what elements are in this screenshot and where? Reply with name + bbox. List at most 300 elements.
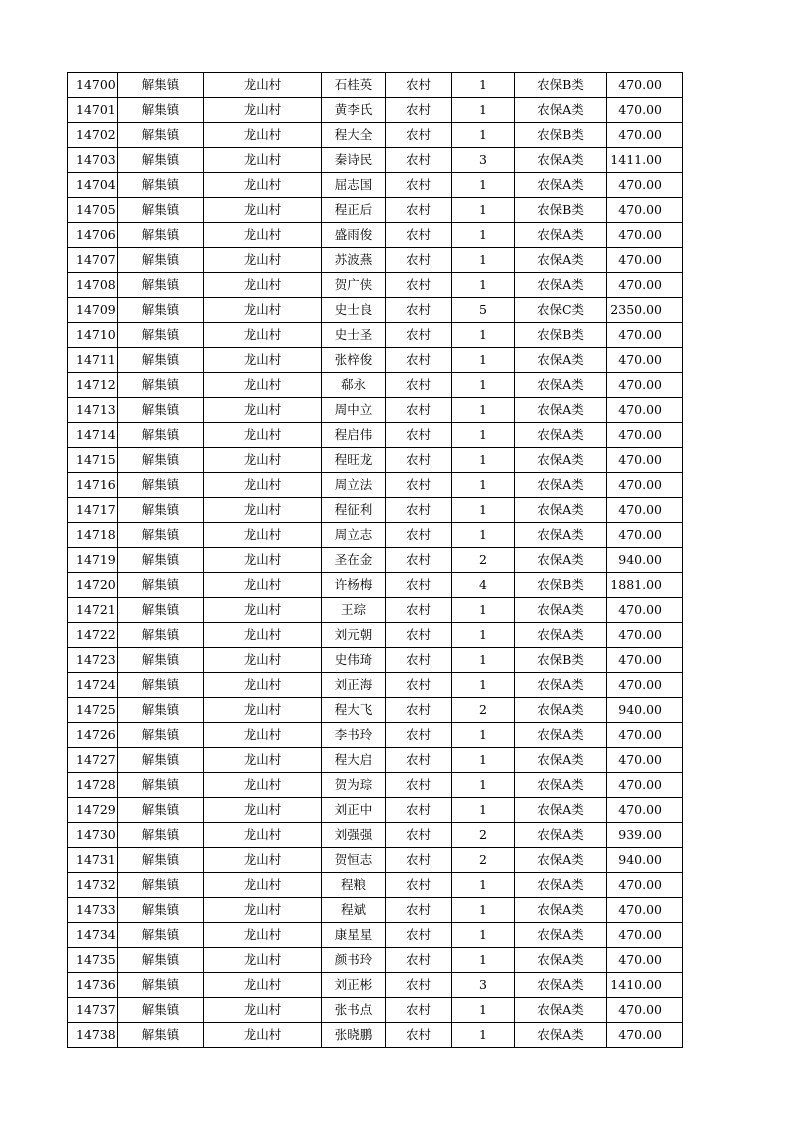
record-id-cell: 14729 <box>68 798 118 823</box>
person-name-cell: 秦诗民 <box>322 148 386 173</box>
amount-cell: 940.00 <box>607 848 683 873</box>
table-row <box>68 123 683 148</box>
area-type-cell: 农村 <box>386 523 452 548</box>
table-row <box>68 173 683 198</box>
area-type-cell: 农村 <box>386 698 452 723</box>
village-cell: 龙山村 <box>204 573 322 598</box>
town-cell: 解集镇 <box>118 698 204 723</box>
village-cell: 龙山村 <box>204 198 322 223</box>
record-id-cell: 14712 <box>68 373 118 398</box>
village-cell: 龙山村 <box>204 948 322 973</box>
amount-cell: 2350.00 <box>607 298 683 323</box>
insurance-category-cell: 农保A类 <box>515 173 607 198</box>
amount-cell: 470.00 <box>607 598 683 623</box>
table-row <box>68 398 683 423</box>
town-cell: 解集镇 <box>118 1023 204 1048</box>
table-row <box>68 198 683 223</box>
area-type-cell: 农村 <box>386 498 452 523</box>
record-id-cell: 14717 <box>68 498 118 523</box>
household-count-cell: 2 <box>452 698 515 723</box>
village-cell: 龙山村 <box>204 348 322 373</box>
town-cell: 解集镇 <box>118 223 204 248</box>
record-id-cell: 14708 <box>68 273 118 298</box>
village-cell: 龙山村 <box>204 673 322 698</box>
household-count-cell: 1 <box>452 748 515 773</box>
record-id-cell: 14718 <box>68 523 118 548</box>
village-cell: 龙山村 <box>204 248 322 273</box>
area-type-cell: 农村 <box>386 773 452 798</box>
village-cell: 龙山村 <box>204 123 322 148</box>
area-type-cell: 农村 <box>386 873 452 898</box>
village-cell: 龙山村 <box>204 998 322 1023</box>
village-cell: 龙山村 <box>204 473 322 498</box>
table-row <box>68 623 683 648</box>
person-name-cell: 圣在金 <box>322 548 386 573</box>
record-id-cell: 14704 <box>68 173 118 198</box>
area-type-cell: 农村 <box>386 148 452 173</box>
table-row <box>68 373 683 398</box>
area-type-cell: 农村 <box>386 823 452 848</box>
person-name-cell: 程粮 <box>322 873 386 898</box>
table-row <box>68 323 683 348</box>
record-id-cell: 14710 <box>68 323 118 348</box>
record-id-cell: 14715 <box>68 448 118 473</box>
village-cell: 龙山村 <box>204 373 322 398</box>
insurance-category-cell: 农保A类 <box>515 698 607 723</box>
table-row <box>68 648 683 673</box>
insurance-category-cell: 农保A类 <box>515 823 607 848</box>
table-row <box>68 223 683 248</box>
household-count-cell: 1 <box>452 523 515 548</box>
table-row <box>68 873 683 898</box>
area-type-cell: 农村 <box>386 548 452 573</box>
person-name-cell: 刘元朝 <box>322 623 386 648</box>
household-count-cell: 1 <box>452 73 515 98</box>
amount-cell: 470.00 <box>607 873 683 898</box>
insurance-category-cell: 农保A类 <box>515 398 607 423</box>
amount-cell: 470.00 <box>607 173 683 198</box>
table-row <box>68 348 683 373</box>
village-cell: 龙山村 <box>204 273 322 298</box>
town-cell: 解集镇 <box>118 423 204 448</box>
village-cell: 龙山村 <box>204 873 322 898</box>
record-id-cell: 14720 <box>68 573 118 598</box>
household-count-cell: 1 <box>452 198 515 223</box>
household-count-cell: 1 <box>452 948 515 973</box>
amount-cell: 470.00 <box>607 898 683 923</box>
insurance-category-cell: 农保A类 <box>515 673 607 698</box>
person-name-cell: 史士圣 <box>322 323 386 348</box>
town-cell: 解集镇 <box>118 598 204 623</box>
record-id-cell: 14731 <box>68 848 118 873</box>
amount-cell: 470.00 <box>607 248 683 273</box>
village-cell: 龙山村 <box>204 523 322 548</box>
area-type-cell: 农村 <box>386 623 452 648</box>
record-id-cell: 14738 <box>68 1023 118 1048</box>
household-count-cell: 1 <box>452 273 515 298</box>
area-type-cell: 农村 <box>386 1023 452 1048</box>
record-id-cell: 14707 <box>68 248 118 273</box>
person-name-cell: 程斌 <box>322 898 386 923</box>
household-count-cell: 1 <box>452 373 515 398</box>
area-type-cell: 农村 <box>386 648 452 673</box>
insurance-category-cell: 农保A类 <box>515 623 607 648</box>
person-name-cell: 刘强强 <box>322 823 386 848</box>
village-cell: 龙山村 <box>204 298 322 323</box>
person-name-cell: 周中立 <box>322 398 386 423</box>
area-type-cell: 农村 <box>386 798 452 823</box>
person-name-cell: 史伟琦 <box>322 648 386 673</box>
table-row <box>68 98 683 123</box>
town-cell: 解集镇 <box>118 123 204 148</box>
household-count-cell: 4 <box>452 573 515 598</box>
table-row <box>68 923 683 948</box>
town-cell: 解集镇 <box>118 148 204 173</box>
insurance-category-cell: 农保A类 <box>515 98 607 123</box>
person-name-cell: 程启伟 <box>322 423 386 448</box>
household-count-cell: 1 <box>452 448 515 473</box>
household-count-cell: 1 <box>452 223 515 248</box>
record-id-cell: 14726 <box>68 723 118 748</box>
record-id-cell: 14730 <box>68 823 118 848</box>
household-count-cell: 1 <box>452 773 515 798</box>
insurance-category-cell: 农保A类 <box>515 348 607 373</box>
person-name-cell: 张书点 <box>322 998 386 1023</box>
person-name-cell: 石桂英 <box>322 73 386 98</box>
insurance-category-cell: 农保B类 <box>515 648 607 673</box>
area-type-cell: 农村 <box>386 273 452 298</box>
table-row <box>68 998 683 1023</box>
area-type-cell: 农村 <box>386 848 452 873</box>
table-row <box>68 423 683 448</box>
table-row <box>68 523 683 548</box>
household-count-cell: 1 <box>452 323 515 348</box>
amount-cell: 470.00 <box>607 323 683 348</box>
person-name-cell: 程大飞 <box>322 698 386 723</box>
record-id-cell: 14701 <box>68 98 118 123</box>
insurance-category-cell: 农保A类 <box>515 798 607 823</box>
household-count-cell: 1 <box>452 648 515 673</box>
area-type-cell: 农村 <box>386 73 452 98</box>
area-type-cell: 农村 <box>386 998 452 1023</box>
amount-cell: 470.00 <box>607 1023 683 1048</box>
area-type-cell: 农村 <box>386 398 452 423</box>
record-id-cell: 14709 <box>68 298 118 323</box>
household-count-cell: 1 <box>452 623 515 648</box>
town-cell: 解集镇 <box>118 748 204 773</box>
person-name-cell: 张梓俊 <box>322 348 386 373</box>
area-type-cell: 农村 <box>386 98 452 123</box>
household-count-cell: 1 <box>452 873 515 898</box>
table-row <box>68 273 683 298</box>
record-id-cell: 14728 <box>68 773 118 798</box>
town-cell: 解集镇 <box>118 923 204 948</box>
town-cell: 解集镇 <box>118 998 204 1023</box>
insurance-category-cell: 农保B类 <box>515 123 607 148</box>
insurance-category-cell: 农保A类 <box>515 373 607 398</box>
village-cell: 龙山村 <box>204 98 322 123</box>
amount-cell: 1881.00 <box>607 573 683 598</box>
person-name-cell: 程征利 <box>322 498 386 523</box>
village-cell: 龙山村 <box>204 698 322 723</box>
household-count-cell: 1 <box>452 598 515 623</box>
village-cell: 龙山村 <box>204 323 322 348</box>
amount-cell: 470.00 <box>607 748 683 773</box>
person-name-cell: 盛雨俊 <box>322 223 386 248</box>
amount-cell: 470.00 <box>607 123 683 148</box>
area-type-cell: 农村 <box>386 573 452 598</box>
town-cell: 解集镇 <box>118 373 204 398</box>
amount-cell: 470.00 <box>607 273 683 298</box>
table-row <box>68 773 683 798</box>
household-count-cell: 1 <box>452 1023 515 1048</box>
insurance-category-cell: 农保A类 <box>515 598 607 623</box>
village-cell: 龙山村 <box>204 1023 322 1048</box>
village-cell: 龙山村 <box>204 173 322 198</box>
person-name-cell: 屈志国 <box>322 173 386 198</box>
record-id-cell: 14722 <box>68 623 118 648</box>
household-count-cell: 1 <box>452 998 515 1023</box>
record-id-cell: 14706 <box>68 223 118 248</box>
record-id-cell: 14702 <box>68 123 118 148</box>
village-cell: 龙山村 <box>204 598 322 623</box>
area-type-cell: 农村 <box>386 923 452 948</box>
insurance-category-cell: 农保B类 <box>515 323 607 348</box>
area-type-cell: 农村 <box>386 173 452 198</box>
area-type-cell: 农村 <box>386 323 452 348</box>
amount-cell: 470.00 <box>607 623 683 648</box>
village-cell: 龙山村 <box>204 923 322 948</box>
village-cell: 龙山村 <box>204 823 322 848</box>
amount-cell: 939.00 <box>607 823 683 848</box>
table-row <box>68 573 683 598</box>
table-row <box>68 823 683 848</box>
town-cell: 解集镇 <box>118 673 204 698</box>
record-id-cell: 14735 <box>68 948 118 973</box>
amount-cell: 470.00 <box>607 423 683 448</box>
amount-cell: 940.00 <box>607 548 683 573</box>
household-count-cell: 1 <box>452 398 515 423</box>
area-type-cell: 农村 <box>386 298 452 323</box>
amount-cell: 470.00 <box>607 523 683 548</box>
household-count-cell: 1 <box>452 123 515 148</box>
amount-cell: 470.00 <box>607 348 683 373</box>
household-count-cell: 2 <box>452 848 515 873</box>
household-count-cell: 3 <box>452 973 515 998</box>
person-name-cell: 程大启 <box>322 748 386 773</box>
village-cell: 龙山村 <box>204 448 322 473</box>
village-cell: 龙山村 <box>204 773 322 798</box>
amount-cell: 470.00 <box>607 648 683 673</box>
town-cell: 解集镇 <box>118 973 204 998</box>
town-cell: 解集镇 <box>118 523 204 548</box>
record-id-cell: 14711 <box>68 348 118 373</box>
area-type-cell: 农村 <box>386 198 452 223</box>
household-count-cell: 1 <box>452 498 515 523</box>
village-cell: 龙山村 <box>204 498 322 523</box>
record-id-cell: 14736 <box>68 973 118 998</box>
person-name-cell: 贺恒志 <box>322 848 386 873</box>
person-name-cell: 张晓鹏 <box>322 1023 386 1048</box>
area-type-cell: 农村 <box>386 248 452 273</box>
town-cell: 解集镇 <box>118 173 204 198</box>
area-type-cell: 农村 <box>386 948 452 973</box>
village-cell: 龙山村 <box>204 623 322 648</box>
insurance-category-cell: 农保A类 <box>515 998 607 1023</box>
insurance-category-cell: 农保A类 <box>515 898 607 923</box>
record-id-cell: 14727 <box>68 748 118 773</box>
area-type-cell: 农村 <box>386 423 452 448</box>
town-cell: 解集镇 <box>118 248 204 273</box>
amount-cell: 1411.00 <box>607 148 683 173</box>
area-type-cell: 农村 <box>386 373 452 398</box>
insurance-category-cell: 农保A类 <box>515 423 607 448</box>
household-count-cell: 1 <box>452 723 515 748</box>
table-row <box>68 748 683 773</box>
area-type-cell: 农村 <box>386 598 452 623</box>
insurance-category-cell: 农保A类 <box>515 223 607 248</box>
person-name-cell: 周立法 <box>322 473 386 498</box>
insurance-category-cell: 农保A类 <box>515 948 607 973</box>
table-row <box>68 673 683 698</box>
amount-cell: 470.00 <box>607 398 683 423</box>
record-id-cell: 14714 <box>68 423 118 448</box>
person-name-cell: 颜书玲 <box>322 948 386 973</box>
table-row <box>68 723 683 748</box>
person-name-cell: 史士良 <box>322 298 386 323</box>
town-cell: 解集镇 <box>118 823 204 848</box>
person-name-cell: 刘正中 <box>322 798 386 823</box>
person-name-cell: 康星星 <box>322 923 386 948</box>
household-count-cell: 1 <box>452 423 515 448</box>
town-cell: 解集镇 <box>118 898 204 923</box>
town-cell: 解集镇 <box>118 348 204 373</box>
record-id-cell: 14732 <box>68 873 118 898</box>
area-type-cell: 农村 <box>386 673 452 698</box>
village-cell: 龙山村 <box>204 398 322 423</box>
town-cell: 解集镇 <box>118 448 204 473</box>
amount-cell: 470.00 <box>607 673 683 698</box>
town-cell: 解集镇 <box>118 948 204 973</box>
person-name-cell: 贺广侠 <box>322 273 386 298</box>
household-count-cell: 1 <box>452 798 515 823</box>
area-type-cell: 农村 <box>386 448 452 473</box>
record-id-cell: 14721 <box>68 598 118 623</box>
amount-cell: 470.00 <box>607 98 683 123</box>
table-row <box>68 298 683 323</box>
insurance-category-cell: 农保A类 <box>515 873 607 898</box>
table-row <box>68 448 683 473</box>
insurance-category-cell: 农保A类 <box>515 548 607 573</box>
amount-cell: 470.00 <box>607 223 683 248</box>
amount-cell: 470.00 <box>607 773 683 798</box>
household-count-cell: 2 <box>452 823 515 848</box>
person-name-cell: 程大全 <box>322 123 386 148</box>
village-cell: 龙山村 <box>204 648 322 673</box>
town-cell: 解集镇 <box>118 398 204 423</box>
table-row <box>68 248 683 273</box>
insurance-category-cell: 农保B类 <box>515 573 607 598</box>
household-count-cell: 2 <box>452 548 515 573</box>
town-cell: 解集镇 <box>118 323 204 348</box>
person-name-cell: 郗永 <box>322 373 386 398</box>
town-cell: 解集镇 <box>118 573 204 598</box>
insurance-category-cell: 农保A类 <box>515 273 607 298</box>
record-id-cell: 14716 <box>68 473 118 498</box>
table-row <box>68 73 683 98</box>
records-table <box>67 72 683 1048</box>
town-cell: 解集镇 <box>118 473 204 498</box>
insurance-category-cell: 农保A类 <box>515 1023 607 1048</box>
household-count-cell: 3 <box>452 148 515 173</box>
person-name-cell: 黄李氏 <box>322 98 386 123</box>
insurance-category-cell: 农保A类 <box>515 723 607 748</box>
amount-cell: 470.00 <box>607 373 683 398</box>
area-type-cell: 农村 <box>386 898 452 923</box>
village-cell: 龙山村 <box>204 898 322 923</box>
insurance-category-cell: 农保A类 <box>515 448 607 473</box>
amount-cell: 470.00 <box>607 498 683 523</box>
person-name-cell: 贺为琮 <box>322 773 386 798</box>
town-cell: 解集镇 <box>118 73 204 98</box>
town-cell: 解集镇 <box>118 498 204 523</box>
insurance-category-cell: 农保B类 <box>515 198 607 223</box>
insurance-category-cell: 农保A类 <box>515 748 607 773</box>
village-cell: 龙山村 <box>204 798 322 823</box>
table-row <box>68 548 683 573</box>
record-id-cell: 14734 <box>68 923 118 948</box>
amount-cell: 470.00 <box>607 998 683 1023</box>
table-row <box>68 498 683 523</box>
person-name-cell: 苏波燕 <box>322 248 386 273</box>
amount-cell: 1410.00 <box>607 973 683 998</box>
insurance-category-cell: 农保B类 <box>515 73 607 98</box>
table-row <box>68 798 683 823</box>
household-count-cell: 1 <box>452 98 515 123</box>
town-cell: 解集镇 <box>118 548 204 573</box>
table-row <box>68 848 683 873</box>
table-row <box>68 898 683 923</box>
person-name-cell: 刘正彬 <box>322 973 386 998</box>
amount-cell: 470.00 <box>607 198 683 223</box>
area-type-cell: 农村 <box>386 348 452 373</box>
record-id-cell: 14713 <box>68 398 118 423</box>
household-count-cell: 1 <box>452 898 515 923</box>
insurance-category-cell: 农保A类 <box>515 973 607 998</box>
area-type-cell: 农村 <box>386 973 452 998</box>
town-cell: 解集镇 <box>118 648 204 673</box>
table-row <box>68 973 683 998</box>
household-count-cell: 5 <box>452 298 515 323</box>
village-cell: 龙山村 <box>204 723 322 748</box>
person-name-cell: 许杨梅 <box>322 573 386 598</box>
household-count-cell: 1 <box>452 348 515 373</box>
record-id-cell: 14725 <box>68 698 118 723</box>
person-name-cell: 李书玲 <box>322 723 386 748</box>
household-count-cell: 1 <box>452 173 515 198</box>
table-row <box>68 1023 683 1048</box>
person-name-cell: 程正后 <box>322 198 386 223</box>
table-row <box>68 698 683 723</box>
town-cell: 解集镇 <box>118 873 204 898</box>
village-cell: 龙山村 <box>204 848 322 873</box>
town-cell: 解集镇 <box>118 198 204 223</box>
amount-cell: 470.00 <box>607 73 683 98</box>
insurance-category-cell: 农保A类 <box>515 773 607 798</box>
village-cell: 龙山村 <box>204 973 322 998</box>
record-id-cell: 14724 <box>68 673 118 698</box>
household-count-cell: 1 <box>452 673 515 698</box>
